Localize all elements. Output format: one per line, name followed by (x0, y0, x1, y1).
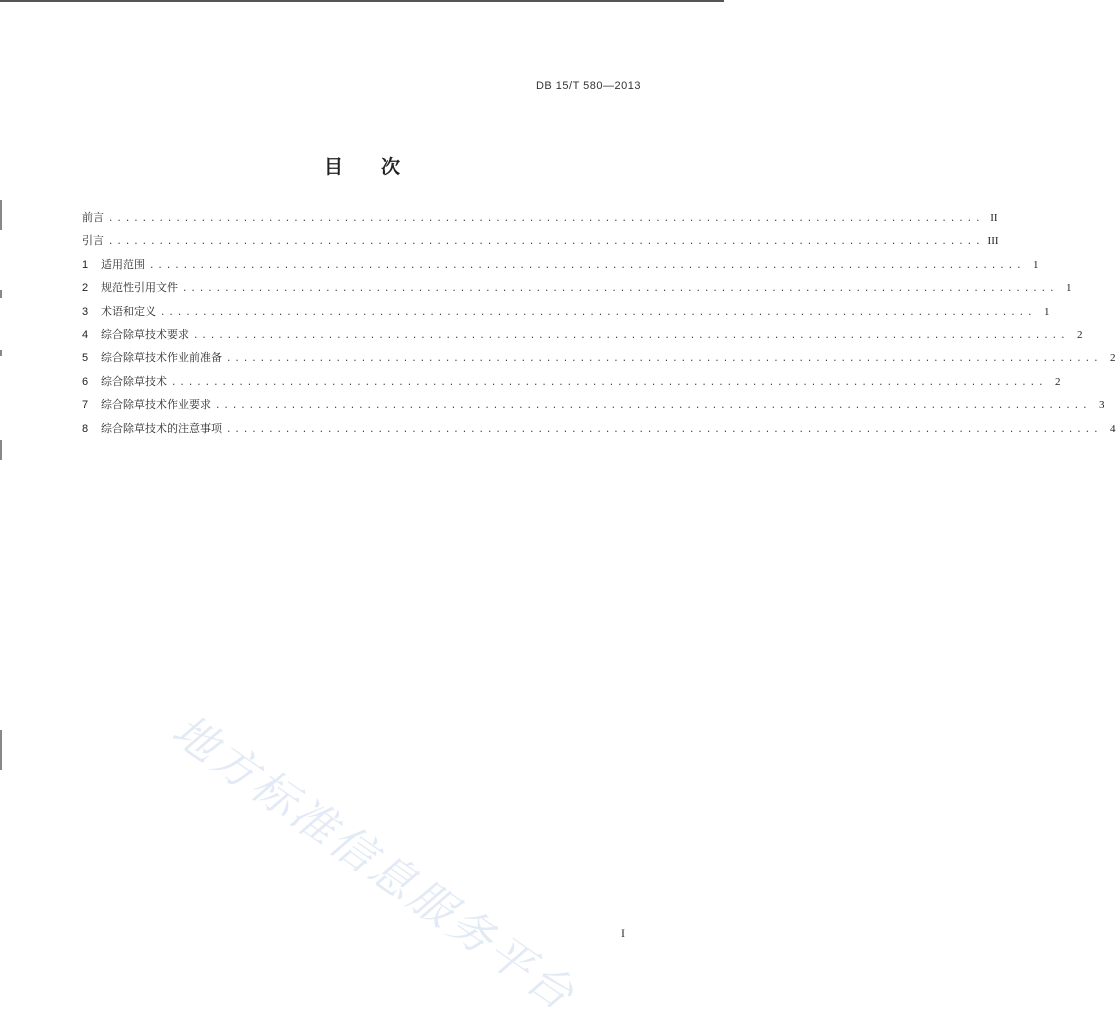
toc-entry[interactable] (82, 323, 1083, 346)
page-number: I (621, 926, 625, 940)
toc-entry-page: 1 (1066, 282, 1072, 295)
toc-entry-number: 1 (82, 258, 89, 271)
toc-leader-dots: ........................................................................................................ (149, 260, 1025, 271)
toc-entry-page: II (990, 212, 998, 224)
toc-entry-page: 2 (1110, 352, 1116, 365)
toc-entry-number: 6 (82, 375, 89, 388)
toc-entry-page: 1 (1044, 305, 1050, 318)
page-title: 目次 (323, 156, 438, 178)
standard-code: DB 15/T 580—2013 (535, 80, 641, 92)
toc-entry-page: III (987, 235, 999, 248)
toc-leader-dots: ........................................................................................................ (182, 284, 1058, 295)
toc-leader-dots: ........................................................................................................ (215, 401, 1091, 412)
toc-entry[interactable] (82, 253, 1039, 276)
toc-entry[interactable] (82, 206, 998, 229)
toc-entry[interactable] (82, 276, 1072, 299)
toc-entry[interactable] (82, 346, 1116, 369)
toc-entry-label: 综合除草技术作业要求 (101, 398, 211, 412)
toc-entry-page: 3 (1099, 399, 1105, 412)
toc-leader-dots: ........................................................................................................ (193, 330, 1069, 341)
toc-entry-label: 术语和定义 (101, 304, 156, 318)
toc-leader-dots: ........................................................................................................ (108, 214, 984, 224)
toc-entry-label: 引言 (82, 234, 104, 248)
toc-entry-number: 7 (82, 399, 89, 412)
toc-leader-dots: ........................................................................................................ (226, 354, 1102, 365)
toc-entry-page: 1 (1033, 258, 1039, 271)
toc-entry-number: 3 (82, 305, 89, 318)
toc-entry[interactable] (82, 417, 1116, 440)
toc-leader-dots: ........................................................................................................ (226, 424, 1102, 435)
toc-entry-label: 前言 (82, 211, 104, 224)
toc-entry-label: 综合除草技术作业前准备 (101, 351, 222, 365)
toc-entry-label: 规范性引用文件 (101, 281, 178, 295)
toc-entry-number: 5 (82, 352, 89, 365)
toc-leader-dots: ........................................................................................................ (171, 377, 1047, 388)
toc-entry-label: 适用范围 (101, 257, 145, 271)
binding-marks (0, 200, 4, 800)
toc-entry-page: 2 (1055, 375, 1061, 388)
toc-entry-number: 8 (82, 422, 89, 435)
watermark: 地方标准信息服务平台 (162, 704, 586, 1022)
toc-entry-number: 4 (82, 328, 89, 341)
table-of-contents (82, 206, 1116, 440)
toc-leader-dots: ........................................................................................................ (160, 307, 1036, 318)
toc-entry[interactable] (82, 229, 999, 252)
toc-entry-page: 2 (1077, 328, 1083, 341)
toc-leader-dots: ........................................................................................................ (108, 237, 984, 248)
toc-entry[interactable] (82, 300, 1050, 323)
toc-entry[interactable] (82, 370, 1061, 393)
toc-entry-page: 4 (1110, 422, 1116, 435)
toc-entry-label: 综合除草技术的注意事项 (101, 421, 222, 435)
toc-entry-label: 综合除草技术要求 (101, 327, 189, 341)
toc-entry[interactable] (82, 393, 1105, 416)
toc-entry-number: 2 (82, 282, 89, 295)
top-rule (0, 0, 724, 2)
toc-entry-label: 综合除草技术 (101, 374, 167, 388)
